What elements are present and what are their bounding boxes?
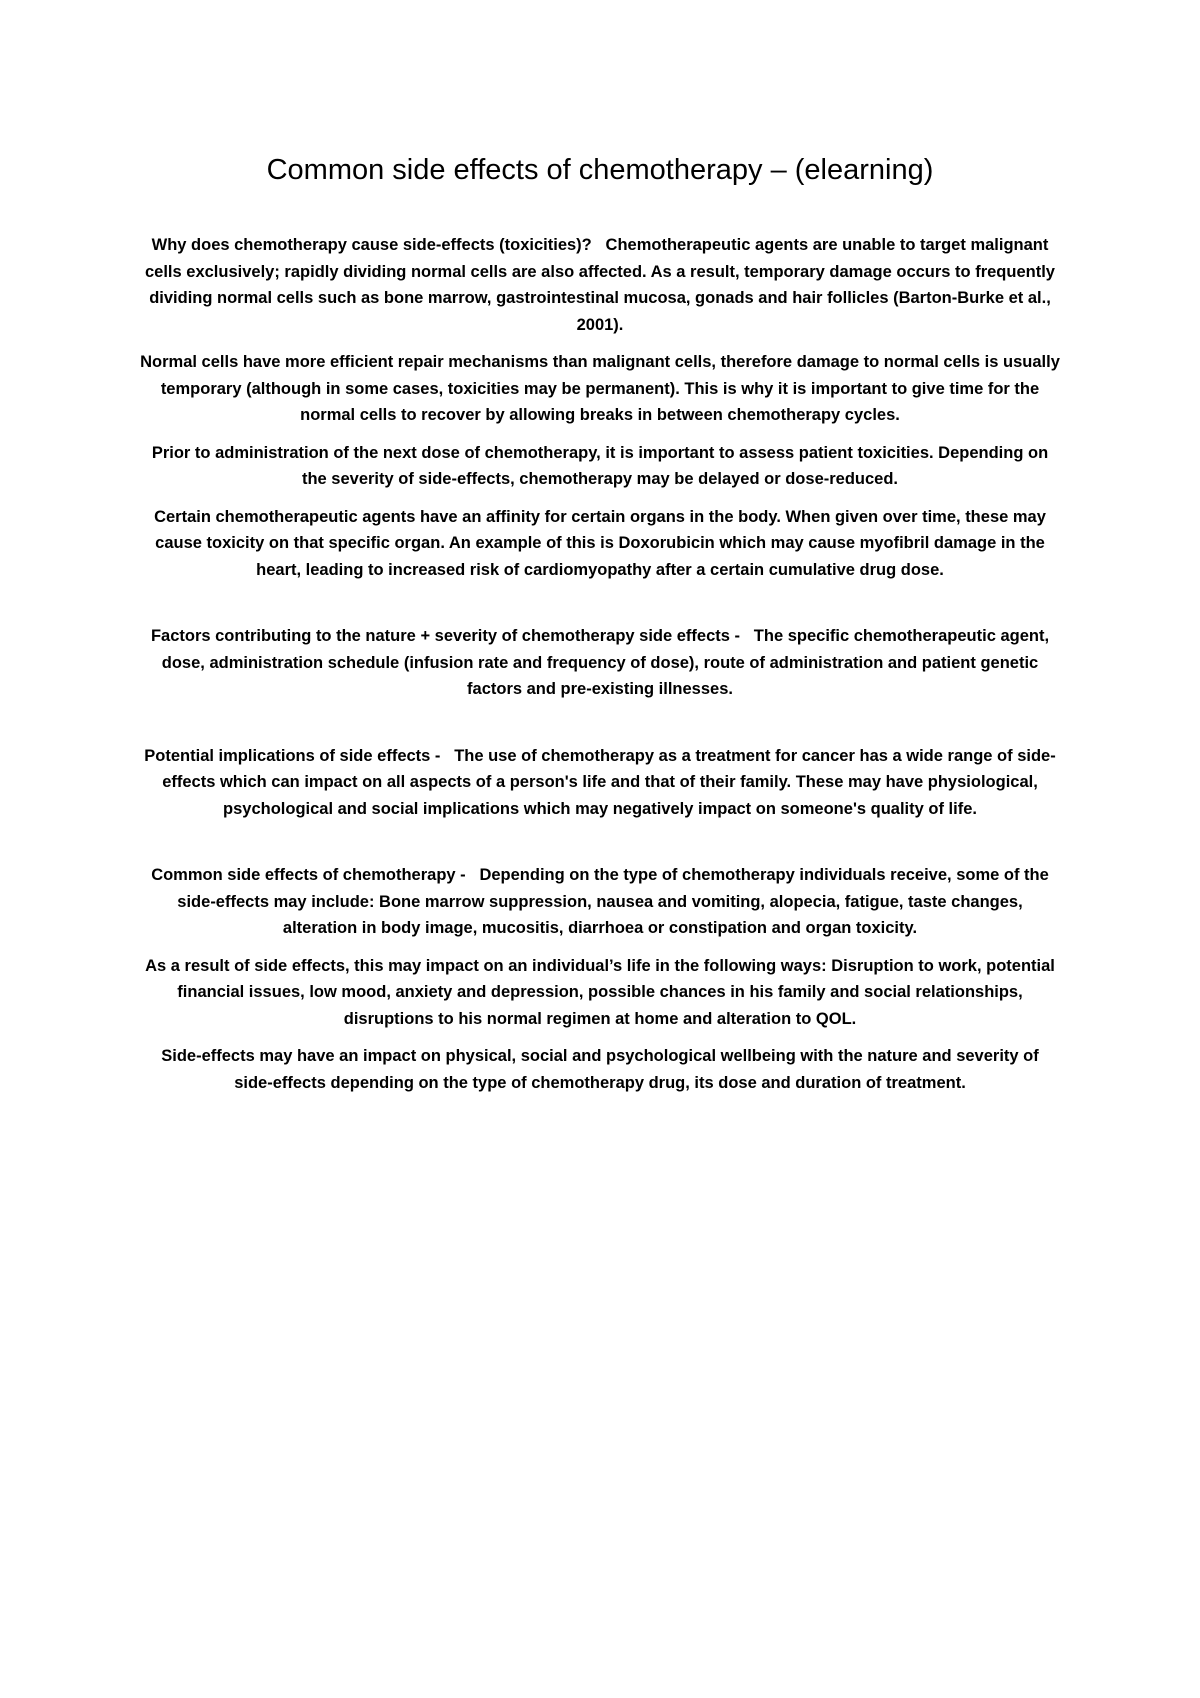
paragraph-heading: Factors contributing to the nature + severity of chemotherapy side effects - <box>150 627 741 645</box>
paragraph-text: As a result of side effects, this may impact on an individual’s life in the following ways: Disruption to work, potential financial issues, low mood, anxiety and depression, possible chances in his family and social relationships, disruptions to his normal regimen at home and alteration to QOL. <box>145 956 1055 1028</box>
paragraph-organ-affinity <box>140 504 1060 584</box>
paragraph-text: The specific chemotherapeutic agent, dose, administration schedule (infusion rate and frequency of dose), route of administration and patient genetic factors and pre-existing illnesses. <box>161 627 1050 698</box>
paragraph-heading: Common side effects of chemotherapy - <box>151 866 466 884</box>
paragraph-text: Chemotherapeutic agents are unable to target malignant cells exclusively; rapidly dividing normal cells are also affected. As a result, temporary damage occurs to frequently dividing normal cells such as bone marrow, gastrointestinal mucosa, gonads and hair follicles (Barton-Burke et al., 2001). <box>145 236 1055 334</box>
paragraph-assess-toxicities <box>140 440 1060 493</box>
paragraph-heading: Potential implications of side effects - <box>144 746 441 765</box>
paragraph-potential-implications <box>140 743 1060 823</box>
paragraph-life-impact <box>140 953 1060 1033</box>
paragraph-text: Normal cells have more efficient repair mechanisms than malignant cells, therefore damage to normal cells is usually temporary (although in some cases, toxicities may be permanent). This is why it is important to give time for the normal cells to recover by allowing breaks in between chemotherapy cycles. <box>140 353 1060 424</box>
paragraph-text: Side-effects may have an impact on physical, social and psychological wellbeing with the nature and severity of side-effects depending on the type of chemotherapy drug, its dose and duration of treatment. <box>161 1047 1039 1092</box>
paragraph-why-side-effects <box>140 232 1060 338</box>
paragraph-heading: Why does chemotherapy cause side-effects (toxicities)? <box>151 236 592 254</box>
paragraph-wellbeing <box>140 1043 1060 1096</box>
paragraph-repair-mechanisms <box>140 349 1060 429</box>
paragraph-text: Prior to administration of the next dose of chemotherapy, it is important to assess patient toxicities. Depending on the severity of side-effects, chemotherapy may be delayed or dose-reduced. <box>151 443 1049 488</box>
document-title: Common side effects of chemotherapy – (elearning) <box>266 154 934 186</box>
paragraph-text: Depending on the type of chemotherapy individuals receive, some of the side-effects may include: Bone marrow suppression, nausea and vomiting, alopecia, fatigue, taste changes, alteration in body image, mucositis, diarrhoea or constipation and organ toxicity. <box>177 866 1049 937</box>
paragraph-text: Certain chemotherapeutic agents have an affinity for certain organs in the body. When given over time, these may cause toxicity on that specific organ. An example of this is Doxorubicin which may cause myofibril damage in the heart, leading to increased risk of cardiomyopathy after a certain cumulative drug dose. <box>154 507 1046 579</box>
document-body <box>140 232 1060 1107</box>
paragraph-text: The use of chemotherapy as a treatment for cancer has a wide range of side-effects which can impact on all aspects of a person's life and that of their family. These may have physiological, psychological and social implications which may negatively impact on someone's quality of life. <box>162 746 1056 818</box>
paragraph-contributing-factors <box>140 623 1060 703</box>
paragraph-common-side-effects <box>140 862 1060 942</box>
